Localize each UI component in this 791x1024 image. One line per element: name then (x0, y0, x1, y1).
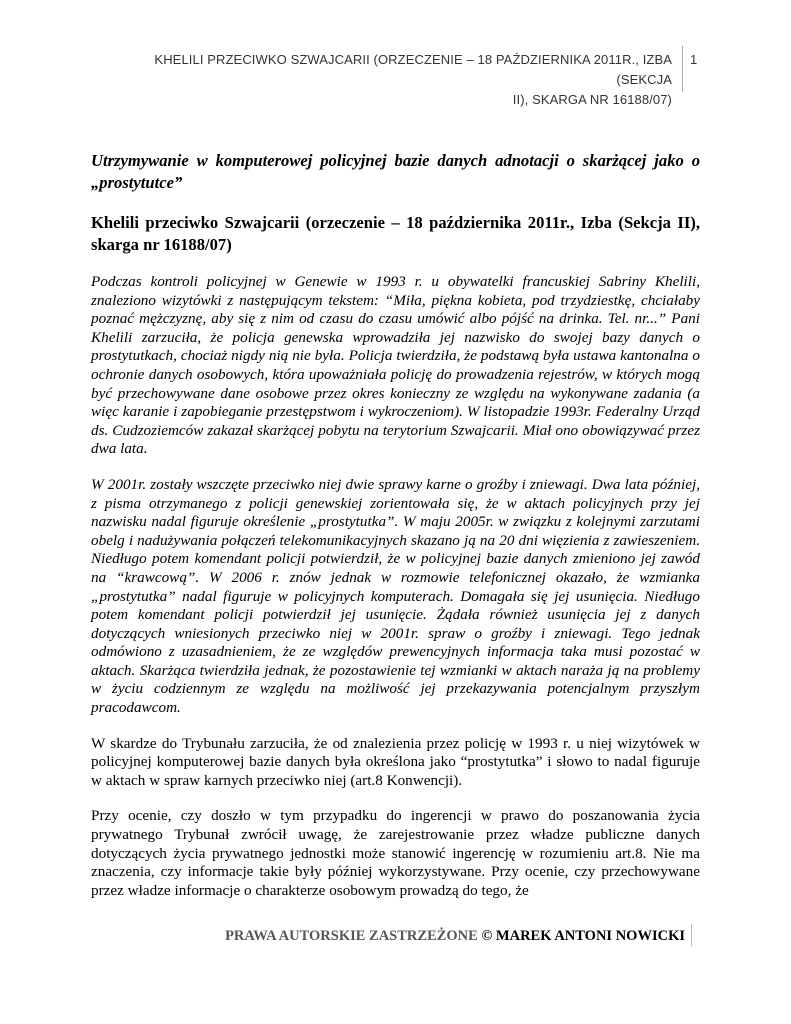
header-line-2: II), SKARGA NR 16188/07) (512, 92, 672, 107)
document-title: Utrzymywanie w komputerowej policyjnej bazie danych adnotacji o skarżącej jako o „prostytutce” (91, 151, 700, 192)
case-heading: Khelili przeciwko Szwajcarii (orzeczenie – 18 października 2011r., Izba (Sekcja II), skarga nr 16188/07) (91, 213, 700, 254)
footer-divider (691, 924, 692, 946)
document-body (91, 150, 700, 917)
page-number: 1 (690, 52, 698, 67)
paragraph-assessment: Przy ocenie, czy doszło w tym przypadku do ingerencji w prawo do poszanowania życia prywatnego Trybunał zwrócił uwagę, że zarejestrowanie przez władze publiczne danych dotyczących życia prywatnego jednostki może stanowić ingerencję w rozumieniu art.8. Nie ma znaczenia, czy informacje takie były później wykorzystywane. Przy ocenie, czy przechowywane przez władze informacje o charakterze osobowym prowadzą do tego, że (91, 807, 700, 899)
paragraph-complaint: W skardze do Trybunału zarzuciła, że od znalezienia przez policję w 1993 r. u niej wizytówek w policyjnej komputerowej bazie danych była określona jako “prostytutka” i słowo to nadal figuruje w aktach w spraw karnych przeciwko niej (art.8 Konwencji). (91, 734, 700, 789)
footer-author-text: © MAREK ANTONI NOWICKI (481, 928, 685, 944)
footer-copyright (0, 925, 685, 947)
header-divider (682, 46, 683, 92)
running-header (100, 50, 672, 110)
paragraph-facts-1: Podczas kontroli policyjnej w Genewie w 1993 r. u obywatelki francuskiej Sabriny Khelili, znaleziono wizytówki z następującym tekstem: “Miła, piękna kobieta, pod trzydziestkę, chciałaby poznać mężczyznę, aby się z nim od czasu do czasu umówić albo pójść na drinka. Tel. nr...” Pani Khelili zarzuciła, że policja genewska wprowadziła jej nazwisko do swojej bazy danych o prostytutkach, chociaż nigdy nią nie była. Policja twierdziła, że podstawą była ustawa kantonalna o ochronie danych osobowych, która upoważniała policję do prowadzenia rejestrów, w których mogą być przechowywane dane osobowe przez okres konieczny ze względu na wykonywane zadania (a więc karanie i zapobieganie przestępstwom i wykroczeniom). W listopadzie 1993r. Federalny Urząd ds. Cudzoziemców zakazał skarżącej pobytu na terytorium Szwajcarii. Miał ono obowiązywać przez dwa lata. (91, 273, 700, 458)
footer-rights-text: PRAWA AUTORSKIE ZASTRZEŻONE (225, 928, 478, 944)
header-line-1: KHELILI PRZECIWKO SZWAJCARII (ORZECZENIE – 18 PAŹDZIERNIKA 2011R., IZBA (SEKCJA (154, 52, 672, 87)
paragraph-facts-2: W 2001r. zostały wszczęte przeciwko niej dwie sprawy karne o groźby i zniewagi. Dwa lata później, z pisma otrzymanego z policji genewskiej zorientowała się, że w aktach policyjnych przy jej nazwisku nadal figuruje określenie „prostytutka”. W maju 2005r. w związku z kolejnymi zarzutami obelg i nadużywania połączeń telekomunikacyjnych skazano ją na 20 dni więzienia z zawieszeniem. Niedługo potem komendant policji potwierdził, że w policyjnej bazie danych zmieniono jej zawód na “krawcową”. W 2006 r. znów jednak w rozmowie telefonicznej okazało, że wzmianka „prostytutka” nadal figuruje w policyjnych komputerach. Domagała się jej usunięcia. Niedługo potem komendant policji potwierdził jej usunięcie. Żądała również usunięcia jej z danych dotyczących wniesionych przeciwko niej w 2001r. spraw o groźby i zniewagi. Tego jednak odmówiono z uzasadnieniem, że ze względów prewencyjnych informacja taka musi pozostać w aktach. Skarżąca twierdziła jednak, że pozostawienie tej wzmianki w aktach naraża ją na problemy w życiu codziennym ze względu na możliwość jej przekazywania potencjalnym przyszłym pracodawcom. (91, 475, 700, 717)
